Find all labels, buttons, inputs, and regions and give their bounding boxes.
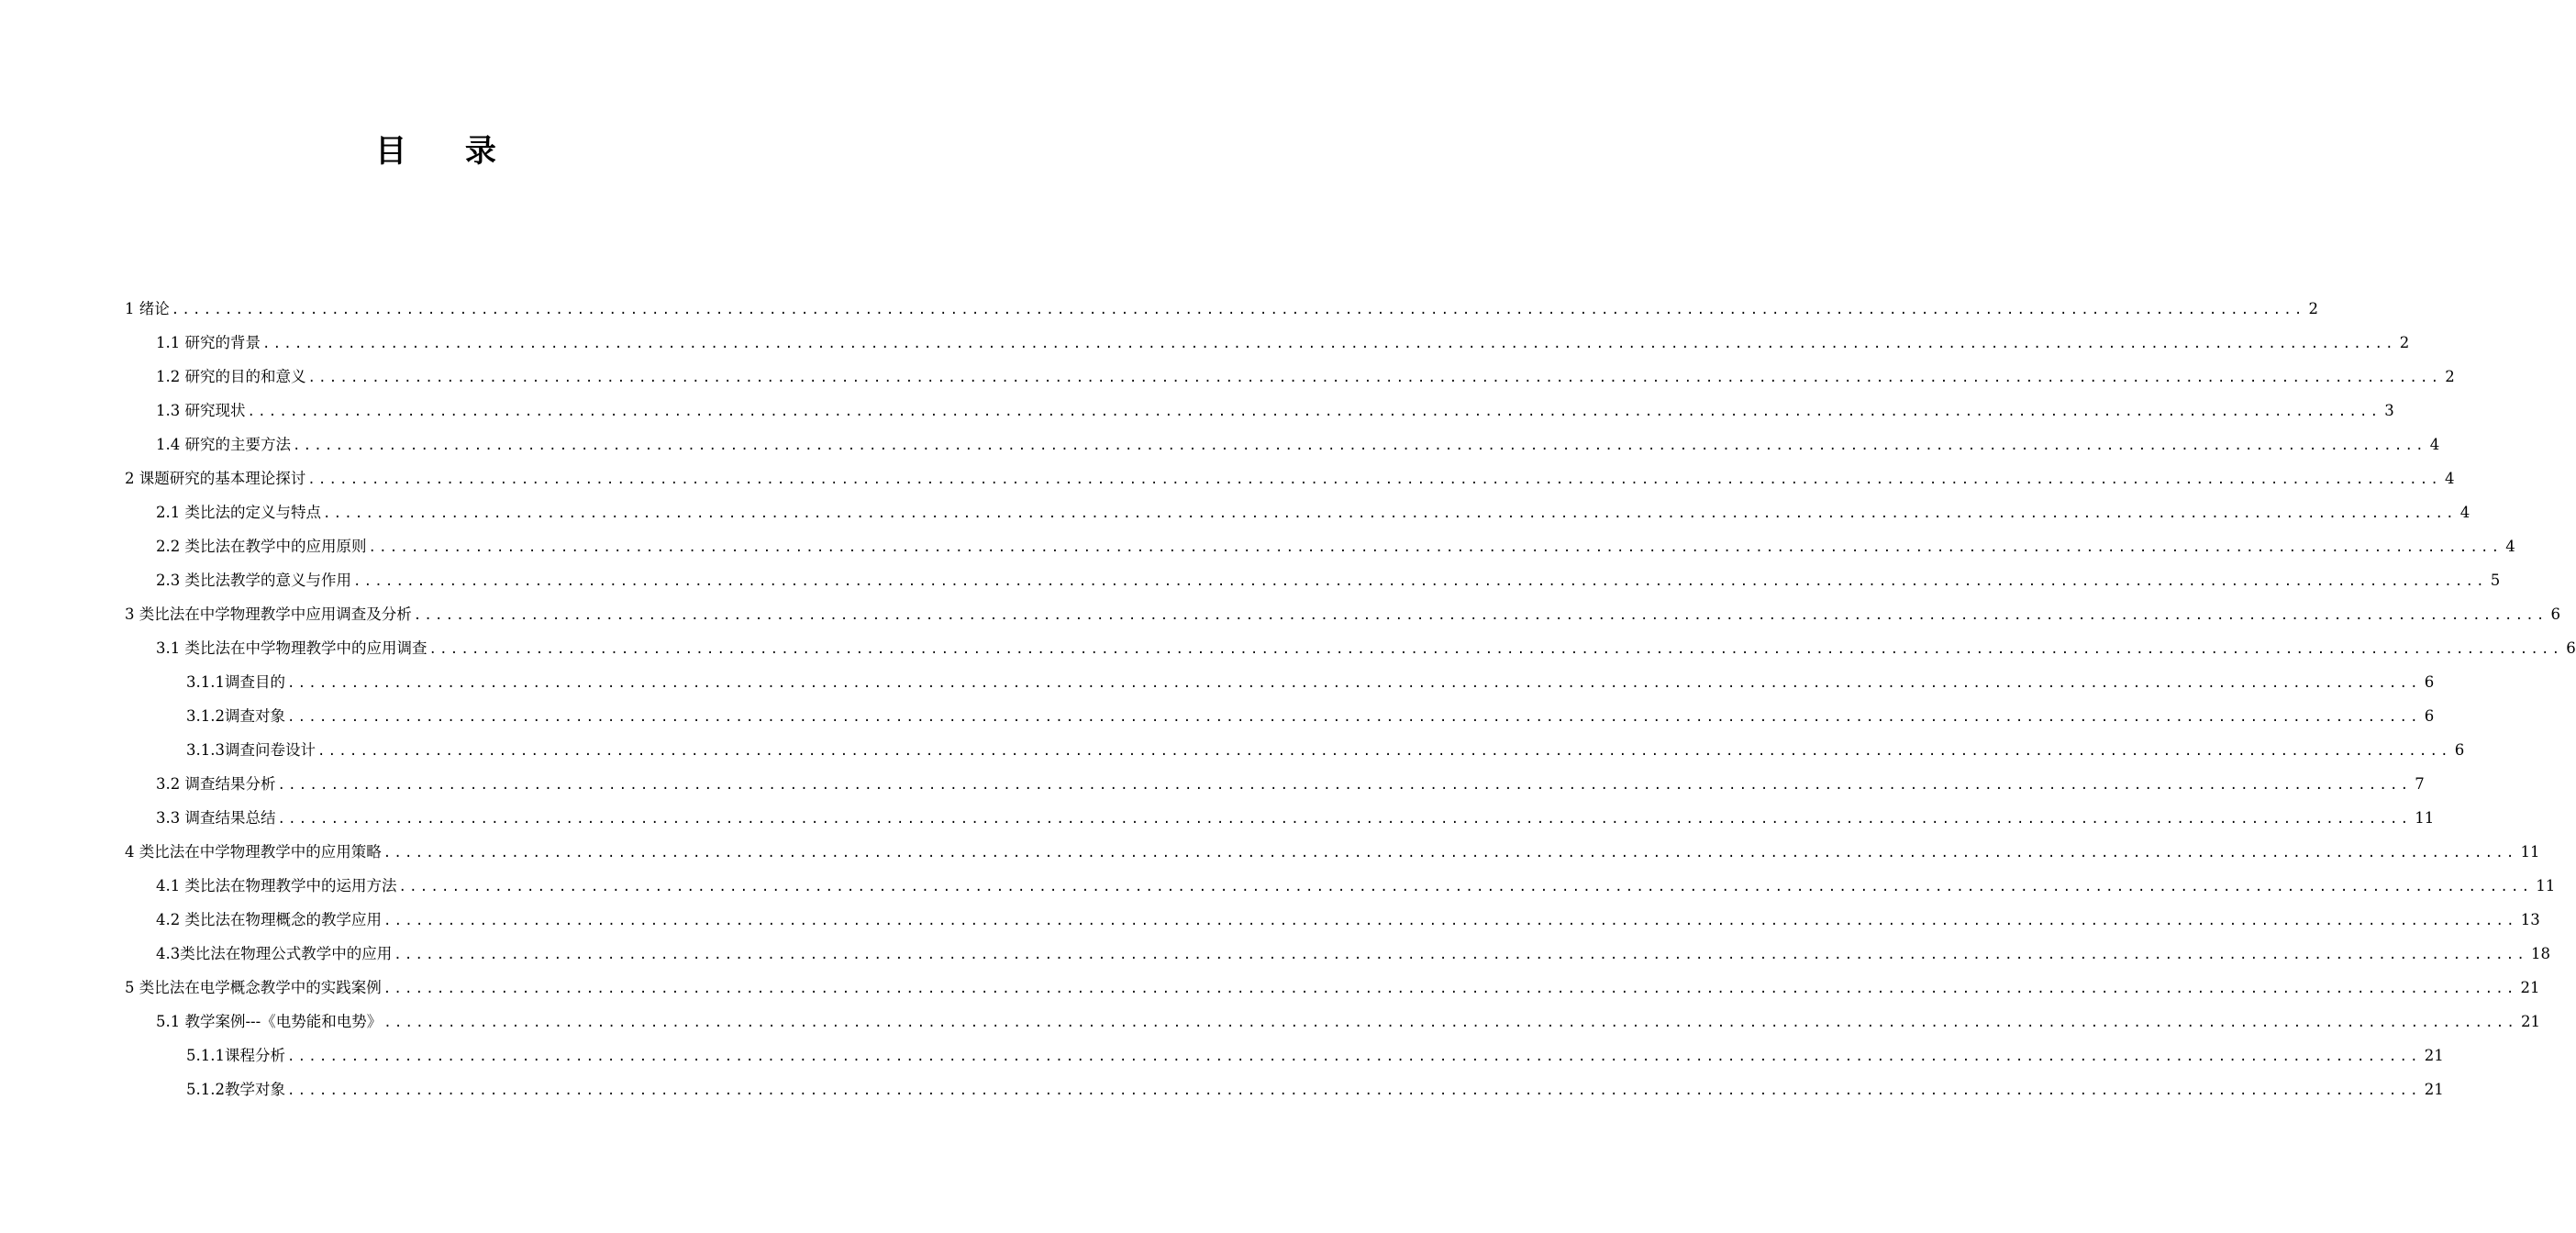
- toc-entry[interactable]: [0, 765, 2425, 799]
- toc-entry-label: 5.1.1课程分析: [186, 1046, 285, 1064]
- toc-entry[interactable]: [0, 1003, 2540, 1037]
- toc-entry[interactable]: [0, 663, 2435, 697]
- toc-leader-dots: ........................................................................................................................................................................................................: [398, 879, 2533, 894]
- toc-entry[interactable]: [0, 561, 2501, 595]
- toc-leader-dots: ........................................................................................................................................................................................................: [286, 1049, 2421, 1064]
- toc-entry-page-number: 6: [2424, 706, 2435, 725]
- toc-entry-page-number: 6: [2550, 605, 2560, 623]
- toc-entry-page-number: 6: [2454, 740, 2465, 759]
- toc-entry[interactable]: [0, 697, 2435, 731]
- toc-entry[interactable]: [0, 833, 2540, 867]
- toc-entry-page-number: 6: [2424, 672, 2435, 691]
- toc-leader-dots: ........................................................................................................................................................................................................: [353, 573, 2487, 589]
- toc-entry-page-number: 3: [2384, 401, 2394, 419]
- toc-leader-dots: ........................................................................................................................................................................................................: [293, 438, 2426, 453]
- toc-entry-label: 4 类比法在中学物理教学中的应用策略: [125, 842, 382, 861]
- toc-leader-dots: ........................................................................................................................................................................................................: [428, 641, 2563, 657]
- toc-entry[interactable]: [0, 392, 2394, 426]
- toc-entry[interactable]: [0, 1071, 2444, 1105]
- toc-entry[interactable]: [0, 1037, 2444, 1071]
- toc-entry-page-number: 11: [2520, 842, 2540, 861]
- toc-entry-page-number: 2: [2399, 333, 2410, 351]
- toc-entry[interactable]: [0, 629, 2576, 663]
- toc-leader-dots: ........................................................................................................................................................................................................: [171, 302, 2305, 317]
- toc-entry-label: 1.4 研究的主要方法: [156, 435, 291, 453]
- toc-entry-label: 1.1 研究的背景: [156, 333, 261, 351]
- toc-entry-page-number: 2: [2308, 299, 2318, 317]
- toc-entry-label: 3.1.3调查问卷设计: [186, 740, 316, 759]
- toc-leader-dots: ........................................................................................................................................................................................................: [383, 981, 2517, 996]
- toc-entry[interactable]: [0, 528, 2515, 561]
- toc-entry-label: 5 类比法在电学概念教学中的实践案例: [125, 978, 382, 996]
- toc-entry-page-number: 4: [2459, 503, 2471, 521]
- toc-entry-label: 3.1.1调查目的: [186, 672, 285, 691]
- toc-leader-dots: ........................................................................................................................................................................................................: [383, 845, 2517, 861]
- toc-entry-page-number: 4: [2445, 469, 2455, 487]
- toc-entry-label: 4.3类比法在物理公式教学中的应用: [156, 944, 393, 962]
- toc-entry-label: 4.2 类比法在物理概念的教学应用: [156, 910, 382, 928]
- toc-leader-dots: ........................................................................................................................................................................................................: [247, 404, 2382, 419]
- toc-entry-page-number: 2: [2445, 367, 2455, 385]
- toc-entry[interactable]: [0, 867, 2556, 901]
- page-title: 目 录: [375, 133, 520, 170]
- toc-leader-dots: ........................................................................................................................................................................................................: [307, 370, 2442, 385]
- toc-entry-page-number: 13: [2520, 910, 2540, 928]
- toc-entry[interactable]: [0, 358, 2455, 392]
- toc-leader-dots: ........................................................................................................................................................................................................: [383, 1015, 2517, 1030]
- toc-entry-page-number: 21: [2520, 978, 2540, 996]
- toc-entry-label: 5.1.2教学对象: [186, 1080, 285, 1098]
- toc-leader-dots: ........................................................................................................................................................................................................: [262, 336, 2396, 351]
- toc-entry-page-number: 4: [2505, 537, 2515, 555]
- toc-entry-page-number: 6: [2566, 639, 2576, 657]
- toc-leader-dots: ........................................................................................................................................................................................................: [277, 777, 2412, 793]
- toc-entry[interactable]: [0, 494, 2471, 528]
- toc-entry-label: 1 绪论: [125, 299, 170, 317]
- toc-leader-dots: ........................................................................................................................................................................................................: [277, 811, 2412, 827]
- toc-entry-page-number: 21: [2424, 1046, 2444, 1064]
- toc-entry[interactable]: [0, 731, 2465, 765]
- toc-entry[interactable]: [0, 901, 2540, 935]
- toc-entry-label: 1.3 研究现状: [156, 401, 246, 419]
- toc-entry-label: 3.3 调查结果总结: [156, 808, 276, 827]
- toc-entry-page-number: 11: [2536, 876, 2556, 894]
- toc-leader-dots: ........................................................................................................................................................................................................: [286, 709, 2421, 725]
- toc-entry-page-number: 7: [2415, 774, 2425, 793]
- toc-entry-label: 2.3 类比法教学的意义与作用: [156, 571, 351, 589]
- toc-entry-label: 5.1 教学案例---《电势能和电势》: [156, 1012, 383, 1030]
- toc-entry[interactable]: [0, 426, 2440, 460]
- toc-entry-label: 2 课题研究的基本理论探讨: [125, 469, 306, 487]
- toc-leader-dots: ........................................................................................................................................................................................................: [307, 472, 2441, 487]
- toc-entry-page-number: 11: [2415, 808, 2435, 827]
- toc-entry[interactable]: [0, 969, 2540, 1003]
- toc-entry-label: 1.2 研究的目的和意义: [156, 367, 306, 385]
- toc-entry[interactable]: [0, 460, 2455, 494]
- toc-entry-label: 3 类比法在中学物理教学中应用调查及分析: [125, 605, 412, 623]
- toc-entry-page-number: 4: [2429, 435, 2440, 453]
- toc-entry-label: 3.2 调查结果分析: [156, 774, 276, 793]
- toc-entry[interactable]: [0, 935, 2550, 969]
- toc-entry-label: 4.1 类比法在物理教学中的运用方法: [156, 876, 397, 894]
- toc-entry-page-number: 21: [2424, 1080, 2444, 1098]
- toc-entry-page-number: 21: [2520, 1012, 2540, 1030]
- toc-leader-dots: ........................................................................................................................................................................................................: [286, 1083, 2421, 1098]
- toc-entry-page-number: 5: [2490, 571, 2501, 589]
- toc-entry[interactable]: [0, 290, 2318, 324]
- toc-leader-dots: ........................................................................................................................................................................................................: [323, 505, 2457, 521]
- toc-leader-dots: ........................................................................................................................................................................................................: [413, 607, 2548, 623]
- toc-leader-dots: ........................................................................................................................................................................................................: [383, 913, 2517, 928]
- toc-entry[interactable]: [0, 799, 2435, 833]
- toc-leader-dots: ........................................................................................................................................................................................................: [316, 743, 2451, 759]
- toc-entry-label: 3.1 类比法在中学物理教学中的应用调查: [156, 639, 427, 657]
- toc-entry[interactable]: [0, 595, 2560, 629]
- toc-entry-page-number: 18: [2531, 944, 2550, 962]
- toc-entry[interactable]: [0, 324, 2410, 358]
- toc-entry-label: 2.1 类比法的定义与特点: [156, 503, 321, 521]
- toc-leader-dots: ........................................................................................................................................................................................................: [394, 947, 2527, 962]
- toc-leader-dots: ........................................................................................................................................................................................................: [286, 675, 2421, 691]
- toc-leader-dots: ........................................................................................................................................................................................................: [368, 539, 2503, 555]
- toc-entry-label: 2.2 类比法在教学中的应用原则: [156, 537, 367, 555]
- toc-entry-label: 3.1.2调查对象: [186, 706, 285, 725]
